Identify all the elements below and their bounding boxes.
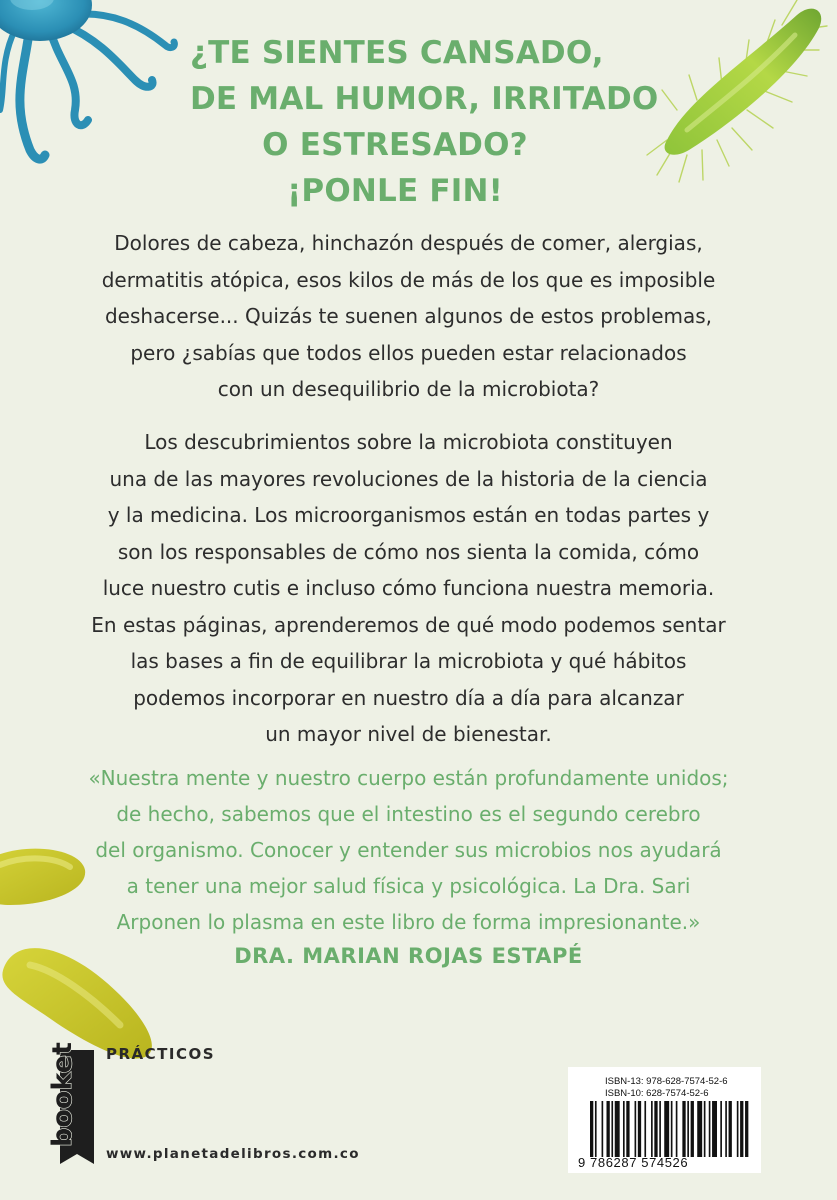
headline-line: ¡PONLE FIN! — [287, 173, 503, 209]
booket-logo — [47, 1022, 102, 1172]
quote-line: «Nuestra mente y nuestro cuerpo están profundamente unidos; — [88, 766, 729, 790]
headline-line: DE MAL HUMOR, IRRITADO — [190, 81, 659, 117]
barcode-bar — [720, 1101, 722, 1157]
quote-author: DRA. MARIAN ROJAS ESTAPÉ — [234, 944, 583, 968]
barcode-bar — [623, 1101, 625, 1157]
barcode-bar — [697, 1101, 702, 1157]
barcode-bar — [659, 1101, 661, 1157]
booket-logo-text: booket — [47, 1042, 78, 1147]
isbn-13: ISBN-13: 978-628-7574-52-6 — [605, 1076, 728, 1087]
barcode-bar — [595, 1101, 597, 1157]
collection-label: PRÁCTICOS — [106, 1045, 216, 1063]
paragraph-line: y la medicina. Los microorganismos están en todas partes y — [107, 503, 710, 527]
quote-line: del organismo. Conocer y entender sus microbios nos ayudará — [95, 838, 722, 862]
paragraph-line: Los descubrimientos sobre la microbiota constituyen — [144, 430, 673, 454]
testimonial-quote — [40, 760, 777, 940]
paragraph-line: una de las mayores revoluciones de la historia de la ciencia — [109, 466, 708, 491]
paragraph-line: deshacerse... Quizás te suenen algunos de estos problemas, — [104, 304, 713, 328]
paragraph-line: dermatitis atópica, esos kilos de más de los que es imposible — [101, 267, 716, 292]
isbn-10: ISBN-10: 628-7574-52-6 — [605, 1088, 709, 1099]
barcode-bar — [687, 1101, 689, 1157]
quote-line: de hecho, sabemos que el intestino es el segundo cerebro — [116, 802, 701, 826]
barcode-bar — [704, 1101, 706, 1157]
barcode-digits: 9 786287 574526 — [578, 1155, 689, 1170]
publisher-website: www.planetadelibros.com.co — [106, 1146, 360, 1162]
barcode-bar — [651, 1101, 653, 1157]
paragraph-line: un mayor nivel de bienestar. — [265, 722, 552, 746]
paragraph-line: podemos incorporar en nuestro día a día para alcanzar — [133, 685, 684, 710]
intro-paragraph — [40, 225, 777, 408]
barcode-bar — [682, 1101, 685, 1157]
barcode-bar — [611, 1101, 613, 1157]
barcode-bar — [638, 1101, 641, 1157]
barcode-bar — [635, 1101, 637, 1157]
quote-line: Arponen lo plasma en este libro de forma impresionante.» — [116, 910, 701, 934]
description-paragraph — [40, 424, 777, 753]
paragraph-line: las bases a fin de equilibrar la microbiota y qué hábitos — [130, 649, 687, 673]
barcode-bar — [709, 1101, 711, 1157]
barcode-bar — [602, 1101, 604, 1157]
isbn-barcode — [568, 1067, 761, 1173]
barcode-bar — [654, 1101, 657, 1157]
barcode-bar — [615, 1101, 620, 1157]
headline-line: ¿TE SIENTES CANSADO, — [190, 35, 604, 71]
paragraph-line: con un desequilibrio de la microbiota? — [217, 377, 600, 401]
barcode-bars — [590, 1101, 750, 1157]
barcode-bar — [671, 1101, 673, 1157]
barcode-bar — [712, 1101, 717, 1157]
quote-line: a tener una mejor salud física y psicológica. La Dra. Sari — [126, 874, 691, 898]
headline-line: O ESTRESADO? — [262, 127, 528, 163]
green-bacterium-illustration — [627, 0, 837, 190]
barcode-bar — [676, 1101, 678, 1157]
barcode-bar — [745, 1101, 748, 1157]
headline — [190, 30, 659, 214]
barcode-bar — [664, 1101, 669, 1157]
barcode-bar — [626, 1101, 629, 1157]
paragraph-line: son los responsables de cómo nos sienta la comida, cómo — [117, 539, 700, 564]
barcode-bar — [740, 1101, 743, 1157]
paragraph-line: pero ¿sabías que todos ellos pueden estar relacionados — [130, 340, 687, 365]
blue-microbe-illustration — [0, 0, 190, 190]
barcode-bar — [590, 1101, 593, 1157]
barcode-bar — [725, 1101, 727, 1157]
barcode-bar — [644, 1101, 646, 1157]
paragraph-line: En estas páginas, aprenderemos de qué modo podemos sentar — [91, 612, 726, 637]
paragraph-line: Dolores de cabeza, hinchazón después de comer, alergias, — [114, 231, 703, 255]
barcode-bar — [729, 1101, 732, 1157]
barcode-bar — [691, 1101, 694, 1157]
barcode-bar — [606, 1101, 609, 1157]
paragraph-line: luce nuestro cutis e incluso cómo funciona nuestra memoria. — [102, 576, 715, 600]
barcode-bar — [737, 1101, 739, 1157]
